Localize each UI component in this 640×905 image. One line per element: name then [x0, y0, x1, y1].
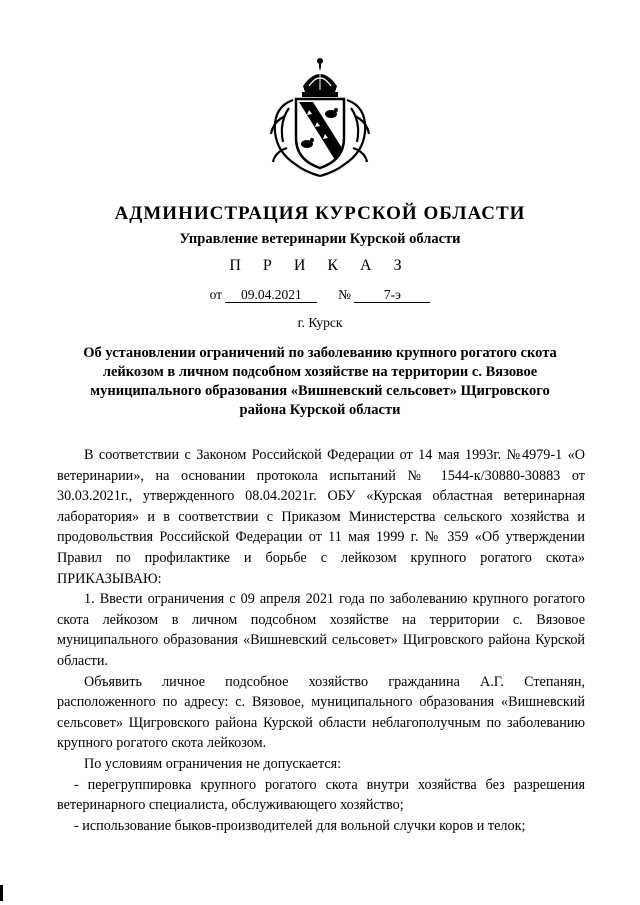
coat-of-arms-kursk-emblem	[265, 52, 375, 182]
item-1-paragraph: 1. Ввести ограничения с 09 апреля 2021 года по заболеванию крупного рогатого скота лейкозом в личном подсобном хозяйстве на территории с. Вязовое муниципального образования «Вишневский сельсовет» Щигровского района Курской области.	[57, 591, 585, 669]
document-type: П Р И К А З	[229, 257, 411, 274]
document-date: 09.04.2021	[225, 288, 317, 303]
declare-paragraph: Объявить личное подсобное хозяйство гражданина А.Г. Степанян, расположенного по адресу: с. Вязовое, муниципального образования «Вишневский сельсовет» Щигровского района Курской области неблагополучным по заболеванию крупного рогатого скота лейкозом.	[57, 673, 585, 752]
date-number-line	[0, 287, 640, 303]
department-name: Управление ветеринарии Курской области	[179, 231, 461, 247]
city: г. Курск	[297, 315, 343, 330]
organization-name: АДМИНИСТРАЦИЯ КУРСКОЙ ОБЛАСТИ	[114, 203, 526, 224]
conditions-intro-paragraph: По условиям ограничения не допускается:	[84, 755, 342, 772]
restriction-item: - использование быков-производителей для вольной случки коров и телок;	[74, 817, 526, 834]
preamble-paragraph: В соответствии с Законом Российской Федерации от 14 мая 1993г. №4979-1 «О ветеринарии», на основании протокола испытаний № 1544-к/30880-30883 от 30.03.2021г., утвержденного 08.04.2021г. ОБУ «Курская областная ветеринарная лаборатория» и в соответствии с Приказом Министерства сельского хозяйства и продовольствия Российской Федерации от 11 мая 1999 г. № 359 «Об утверждении Правил по профилактике и борьбе с лейкозом крупного рогатого скота» ПРИКАЗЫВАЮ:	[57, 447, 585, 587]
number-prefix: №	[338, 287, 352, 302]
restriction-item: - перегруппировка крупного рогатого скота внутри хозяйства без разрешения ветеринарного специалиста, обслуживающего хозяйство;	[57, 776, 585, 814]
date-prefix: от	[209, 287, 223, 302]
document-number: 7-э	[354, 288, 430, 303]
document-body	[57, 445, 585, 836]
document-title: Об установлении ограничений по заболеванию крупного рогатого скота лейкозом в личном подсобном хозяйстве на территории с. Вязовое муниципального образования «Вишневский сельсовет» Щигровского района Курской области	[83, 345, 557, 418]
scan-edge-mark	[0, 885, 3, 901]
